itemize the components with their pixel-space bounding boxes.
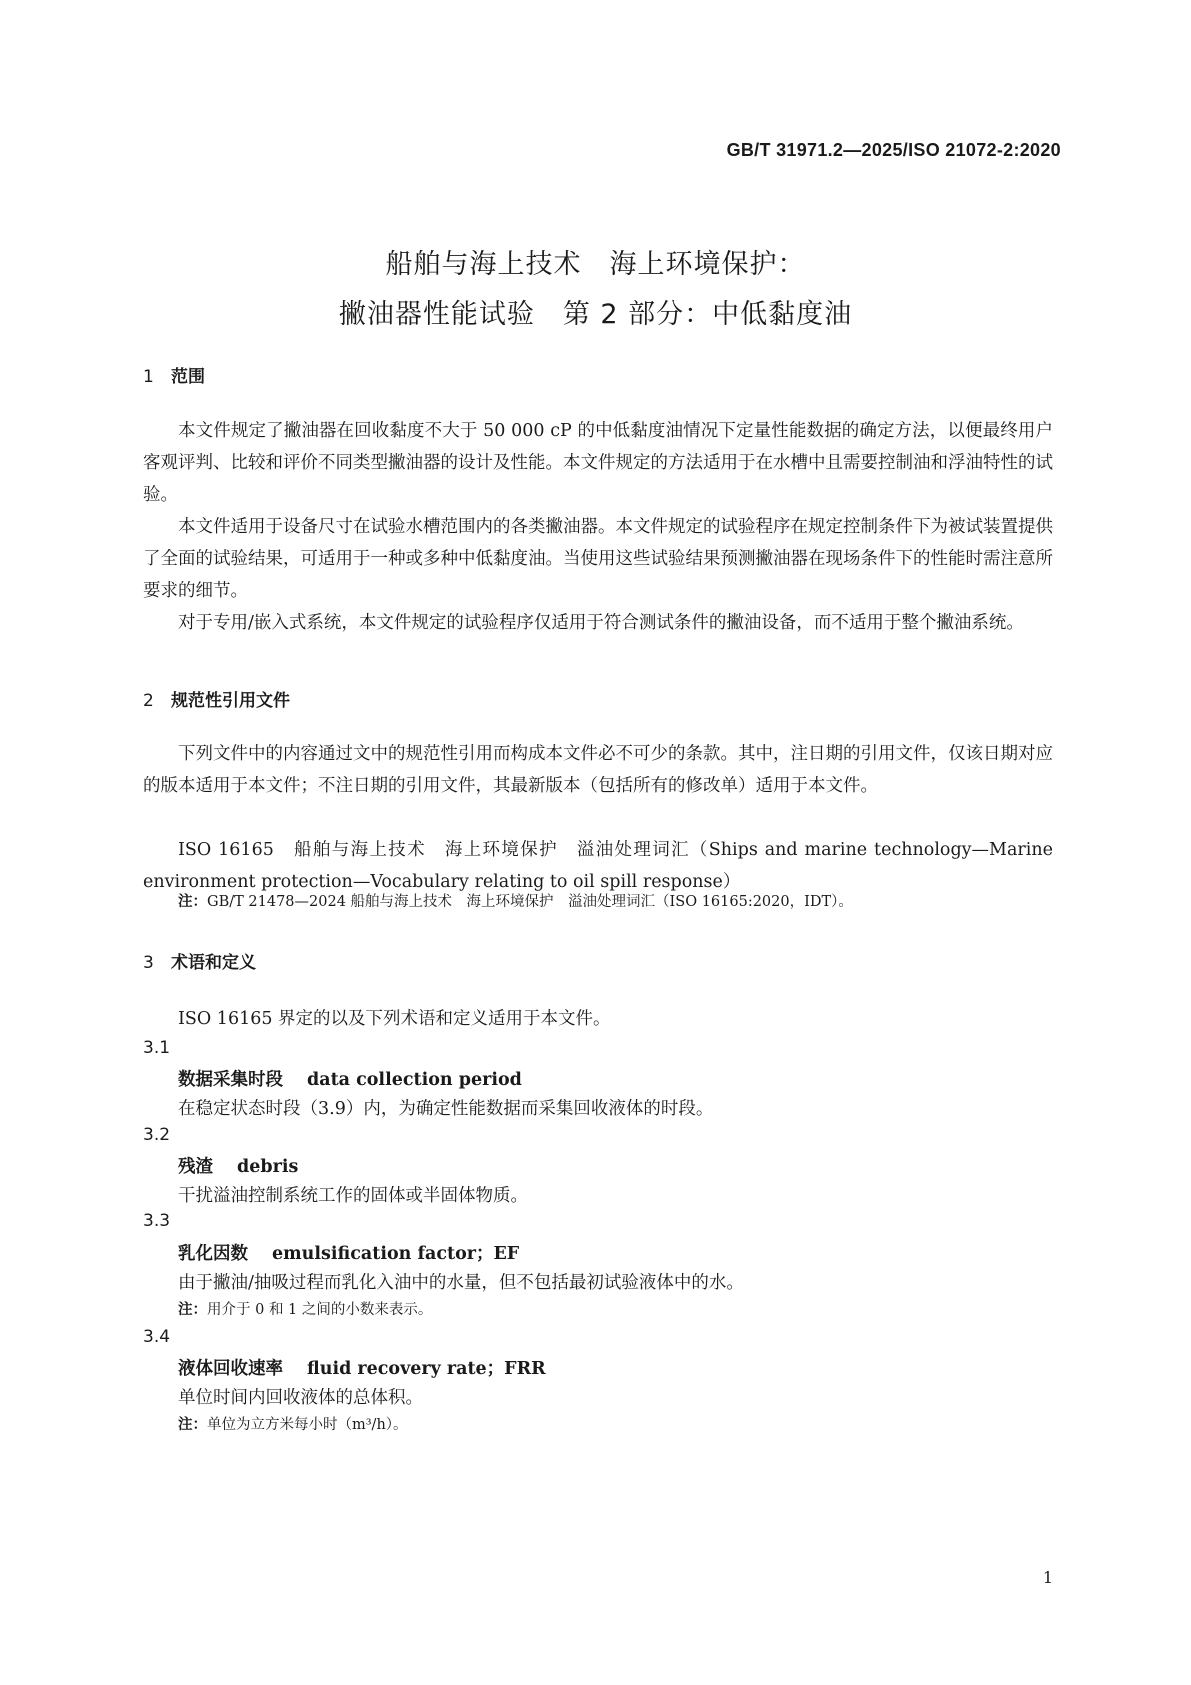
section-heading-scope [143,362,205,387]
section-number: 3 [143,953,154,973]
scope-paragraph-2: 本文件适用于设备尺寸在试验水槽范围内的各类撇油器。本文件规定的试验程序在规定控制条件下为被试装置提供了全面的试验结果，可适用于一种或多种中低黏度油。当使用这些试验结果预测撇油器在现场条件下的性能时需注意所要求的细节。 [143,517,1053,601]
section-heading-normative-references [143,686,290,711]
scope-paragraph-3: 对于专用/嵌入式系统，本文件规定的试验程序仅适用于符合测试条件的撇油设备，而不适用于整个撇油系统。 [178,613,1024,633]
term-zh: 数据采集时段 [178,1070,283,1090]
note-label: 注： [178,1417,207,1433]
note-label: 注： [178,894,207,910]
note-text: 单位为立方米每小时（m³/h）。 [207,1417,408,1433]
term-zh: 乳化因数 [178,1244,248,1264]
reference-iso-16165: ISO 16165 船舶与海上技术 海上环境保护 溢油处理词汇（Ships and marine technology—Marine environment protection—Vocabulary relating to oil spill response） [143,840,1053,892]
document-title-line1: 船舶与海上技术 海上环境保护： [385,249,806,280]
term-heading [178,1153,298,1178]
page-number: 1 [1042,1568,1053,1587]
term-number: 3.2 [143,1125,171,1145]
term-en: debris [237,1157,299,1177]
term-heading [178,1066,522,1091]
term-en: fluid recovery rate；FRR [307,1359,546,1379]
note-label: 注： [178,1302,207,1318]
term-zh: 液体回收速率 [178,1359,283,1379]
term-heading [178,1240,519,1265]
section-heading-terms [143,948,256,973]
term-zh: 残渣 [178,1157,213,1177]
note-text: GB/T 21478—2024 船舶与海上技术 海上环境保护 溢油处理词汇（ISO 16165:2020，IDT）。 [207,894,853,910]
references-paragraph: 下列文件中的内容通过文中的规范性引用而构成本文件必不可少的条款。其中，注日期的引用文件，仅该日期对应的版本适用于本文件；不注日期的引用文件，其最新版本（包括所有的修改单）适用于本文件。 [143,744,1053,796]
term-note [178,1413,408,1437]
note-text: 用介于 0 和 1 之间的小数来表示。 [207,1302,433,1318]
term-definition: 干扰溢油控制系统工作的固体或半固体物质。 [178,1186,528,1206]
section-number: 2 [143,691,154,711]
term-heading [178,1355,546,1380]
references-note [178,890,853,914]
term-definition: 单位时间内回收液体的总体积。 [178,1388,423,1408]
term-number: 3.4 [143,1327,171,1347]
section-title: 术语和定义 [171,953,256,973]
term-number: 3.3 [143,1211,171,1231]
term-en: data collection period [307,1070,522,1090]
term-note [178,1298,432,1322]
section-title: 范围 [171,367,205,387]
scope-paragraph-1: 本文件规定了撇油器在回收黏度不大于 50 000 cP 的中低黏度油情况下定量性能数据的确定方法，以便最终用户客观评判、比较和评价不同类型撇油器的设计及性能。本文件规定的方法适用于在水槽中且需要控制油和浮油特性的试验。 [143,421,1053,505]
term-en: emulsification factor；EF [272,1244,520,1264]
document-title-line2: 撇油器性能试验 第 2 部分：中低黏度油 [338,299,853,330]
section-title: 规范性引用文件 [171,691,290,711]
standard-code: GB/T 31971.2—2025/ISO 21072-2:2020 [726,140,1061,160]
term-definition: 在稳定状态时段（3.9）内，为确定性能数据而采集回收液体的时段。 [178,1099,714,1119]
term-number: 3.1 [143,1038,171,1058]
term-definition: 由于撇油/抽吸过程而乳化入油中的水量，但不包括最初试验液体中的水。 [178,1273,744,1293]
section-number: 1 [143,367,154,387]
terms-intro: ISO 16165 界定的以及下列术语和定义适用于本文件。 [178,1009,611,1029]
